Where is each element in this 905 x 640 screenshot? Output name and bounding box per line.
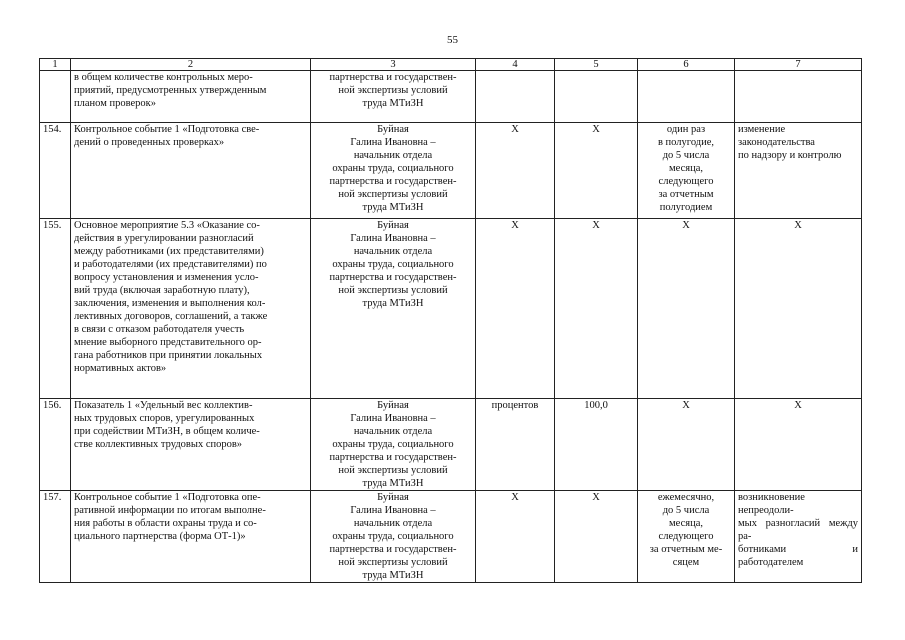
header-cell: 3 — [311, 59, 476, 71]
frequency-cell: один раз в полугодие, до 5 числа месяца, следующего за отчетным полугодием — [638, 123, 735, 219]
measure-name: в общем количестве контрольных меро- приятий, предусмотренных утвержденным планом проверок» — [71, 71, 311, 123]
note-cell: изменение законодательства по надзору и контролю — [735, 123, 862, 219]
measure-name: Контрольное событие 1 «Подготовка опе- ративной информации по итогам выполне- ния работы в области охраны труда и со- циального партнерства (форма ОТ-1)» — [71, 491, 311, 583]
page-number: 55 — [447, 34, 458, 46]
note-cell: X — [735, 219, 862, 399]
header-cell: 4 — [476, 59, 555, 71]
unit-cell: X — [476, 491, 555, 583]
frequency-cell — [638, 71, 735, 123]
header-cell: 1 — [40, 59, 71, 71]
unit-cell: процентов — [476, 399, 555, 491]
row-number: 157. — [40, 491, 71, 583]
frequency-cell: X — [638, 399, 735, 491]
value-cell — [555, 71, 638, 123]
row-number: 156. — [40, 399, 71, 491]
value-cell: X — [555, 219, 638, 399]
table-row — [40, 71, 862, 123]
responsible-person: Буйная Галина Ивановна – начальник отдела охраны труда, социального партнерства и государствен- ной экспертизы условий труда МТиЗН — [311, 399, 476, 491]
responsible-person: Буйная Галина Ивановна – начальник отдела охраны труда, социального партнерства и государствен- ной экспертизы условий труда МТиЗН — [311, 491, 476, 583]
note-cell: X — [735, 399, 862, 491]
responsible-person: Буйная Галина Ивановна – начальник отдела охраны труда, социального партнерства и государствен- ной экспертизы условий труда МТиЗН — [311, 123, 476, 219]
table-row — [40, 399, 862, 491]
row-number: 154. — [40, 123, 71, 219]
header-cell: 6 — [638, 59, 735, 71]
responsible-person: Буйная Галина Ивановна – начальник отдела охраны труда, социального партнерства и государствен- ной экспертизы условий труда МТиЗН — [311, 219, 476, 399]
value-cell: X — [555, 491, 638, 583]
note-cell — [735, 71, 862, 123]
header-cell: 7 — [735, 59, 862, 71]
value-cell: X — [555, 123, 638, 219]
table-row — [40, 491, 862, 583]
program-table — [39, 58, 862, 583]
measure-name: Основное мероприятие 5.3 «Оказание со- действия в урегулировании разногласий между работниками (их представителями) и работодателями (их представителями) по вопросу установления и изменения усло- вий труда (включая заработную плату), заключения, изменения и выполнения кол- лективных договоров, соглашений, а также в связи с отказом работодателя учесть мнение выборного представительного ор- гана работников при принятии локальных нормативных актов» — [71, 219, 311, 399]
header-cell: 5 — [555, 59, 638, 71]
row-number — [40, 71, 71, 123]
measure-name: Контрольное событие 1 «Подготовка све- дений о проведенных проверках» — [71, 123, 311, 219]
unit-cell — [476, 71, 555, 123]
header-cell: 2 — [71, 59, 311, 71]
table-row — [40, 219, 862, 399]
row-number: 155. — [40, 219, 71, 399]
table-header-row — [40, 59, 862, 71]
measure-name: Показатель 1 «Удельный вес коллектив- ных трудовых споров, урегулированных при содействии МТиЗН, в общем количе- стве коллективных трудовых споров» — [71, 399, 311, 491]
unit-cell: X — [476, 123, 555, 219]
table-row — [40, 123, 862, 219]
responsible-person: партнерства и государствен- ной экспертизы условий труда МТиЗН — [311, 71, 476, 123]
frequency-cell: X — [638, 219, 735, 399]
note-cell: возникновение непреодоли- мых разногласий между ра- ботниками и работодателем — [735, 491, 862, 583]
value-cell: 100,0 — [555, 399, 638, 491]
unit-cell: X — [476, 219, 555, 399]
frequency-cell: ежемесячно, до 5 числа месяца, следующего за отчетным ме- сяцем — [638, 491, 735, 583]
